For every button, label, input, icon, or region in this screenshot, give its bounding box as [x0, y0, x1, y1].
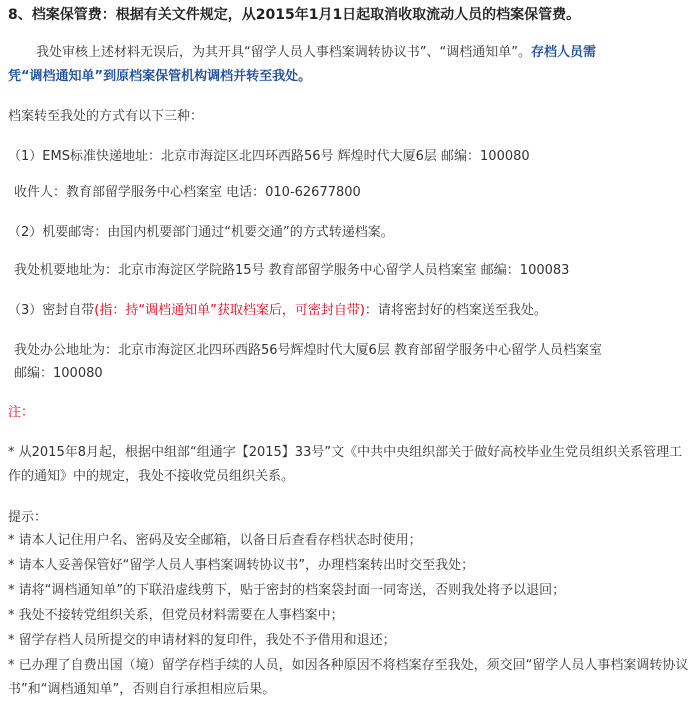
method-3-address-line-2: 邮编：100080 [14, 366, 103, 381]
method-3-prefix: （3）密封自带 [8, 303, 95, 318]
method-3-suffix: ：请将密封好的档案送至我处。 [364, 303, 547, 318]
method-1-line-2: 收件人：教育部留学服务中心档案室 电话：010-62677800 [14, 185, 361, 200]
method-1-line-1: （1）EMS标准快递地址：北京市海淀区北四环西路56号 辉煌时代大厦6层 邮编：100080 [8, 149, 530, 164]
intro-text: 我处审核上述材料无误后，为其开具“留学人员人事档案调转协议书”、“调档通知单”。 [36, 45, 531, 60]
intro-blue-text-2: 凭“调档通知单”到原档案保管机构调档并转至我处。 [8, 69, 312, 84]
tip-item-6: * 已办理了自费出国（境）留学存档手续的人员，如因各种原因不将档案存至我处，须交回“留学人员人事档案调转协议书”和“调档通知单”，否则自行承担相应后果。 [8, 658, 689, 697]
tip-item-4: * 我处不接转党组织关系，但党员材料需要在人事档案中； [8, 608, 344, 623]
tip-item-3: * 请将“调档通知单”的下联沿虚线剪下，贴于密封的档案袋封面一同寄送，否则我处将予以退回； [8, 583, 566, 598]
tip-item-5: * 留学存档人员所提交的申请材料的复印件，我处不予借用和退还； [8, 633, 396, 648]
tip-item-2: * 请本人妥善保管好“留学人员人事档案调转协议书”，办理档案转出时交至我处； [8, 558, 475, 573]
methods-intro: 档案转至我处的方式有以下三种： [8, 109, 204, 124]
intro-blue-text-1: 存档人员需 [530, 45, 596, 60]
section-8-title: 8、档案保管费：根据有关文件规定，从2015年1月1日起取消收取流动人员的档案保管费。 [8, 7, 581, 23]
method-3-address-line-1: 我处办公地址为：北京市海淀区北四环西路56号辉煌时代大厦6层 教育部留学服务中心留学人员档案室 [14, 343, 602, 358]
method-3-red-note: (指：持“调档通知单”获取档案后，可密封自带) [94, 303, 365, 318]
method-2-line-2: 我处机要地址为：北京市海淀区学院路15号 教育部留学服务中心留学人员档案室 邮编：100083 [14, 263, 570, 278]
note-label: 注： [8, 405, 35, 420]
tips-label: 提示： [8, 510, 48, 525]
intro-line-1 [8, 42, 694, 64]
method-2-line-1: （2）机要邮寄：由国内机要部门通过“机要交通”的方式转递档案。 [8, 225, 394, 240]
method-3-line-1 [8, 300, 694, 322]
note-text: * 从2015年8月起，根据中组部“组通字【2015】33号”文《中共中央组织部关于做好高校毕业生党员组织关系管理工作的通知》中的规定，我处不接收党员组织关系。 [8, 445, 683, 484]
tip-item-1: * 请本人记住用户名、密码及安全邮箱，以备日后查看存档状态时使用； [8, 533, 422, 548]
